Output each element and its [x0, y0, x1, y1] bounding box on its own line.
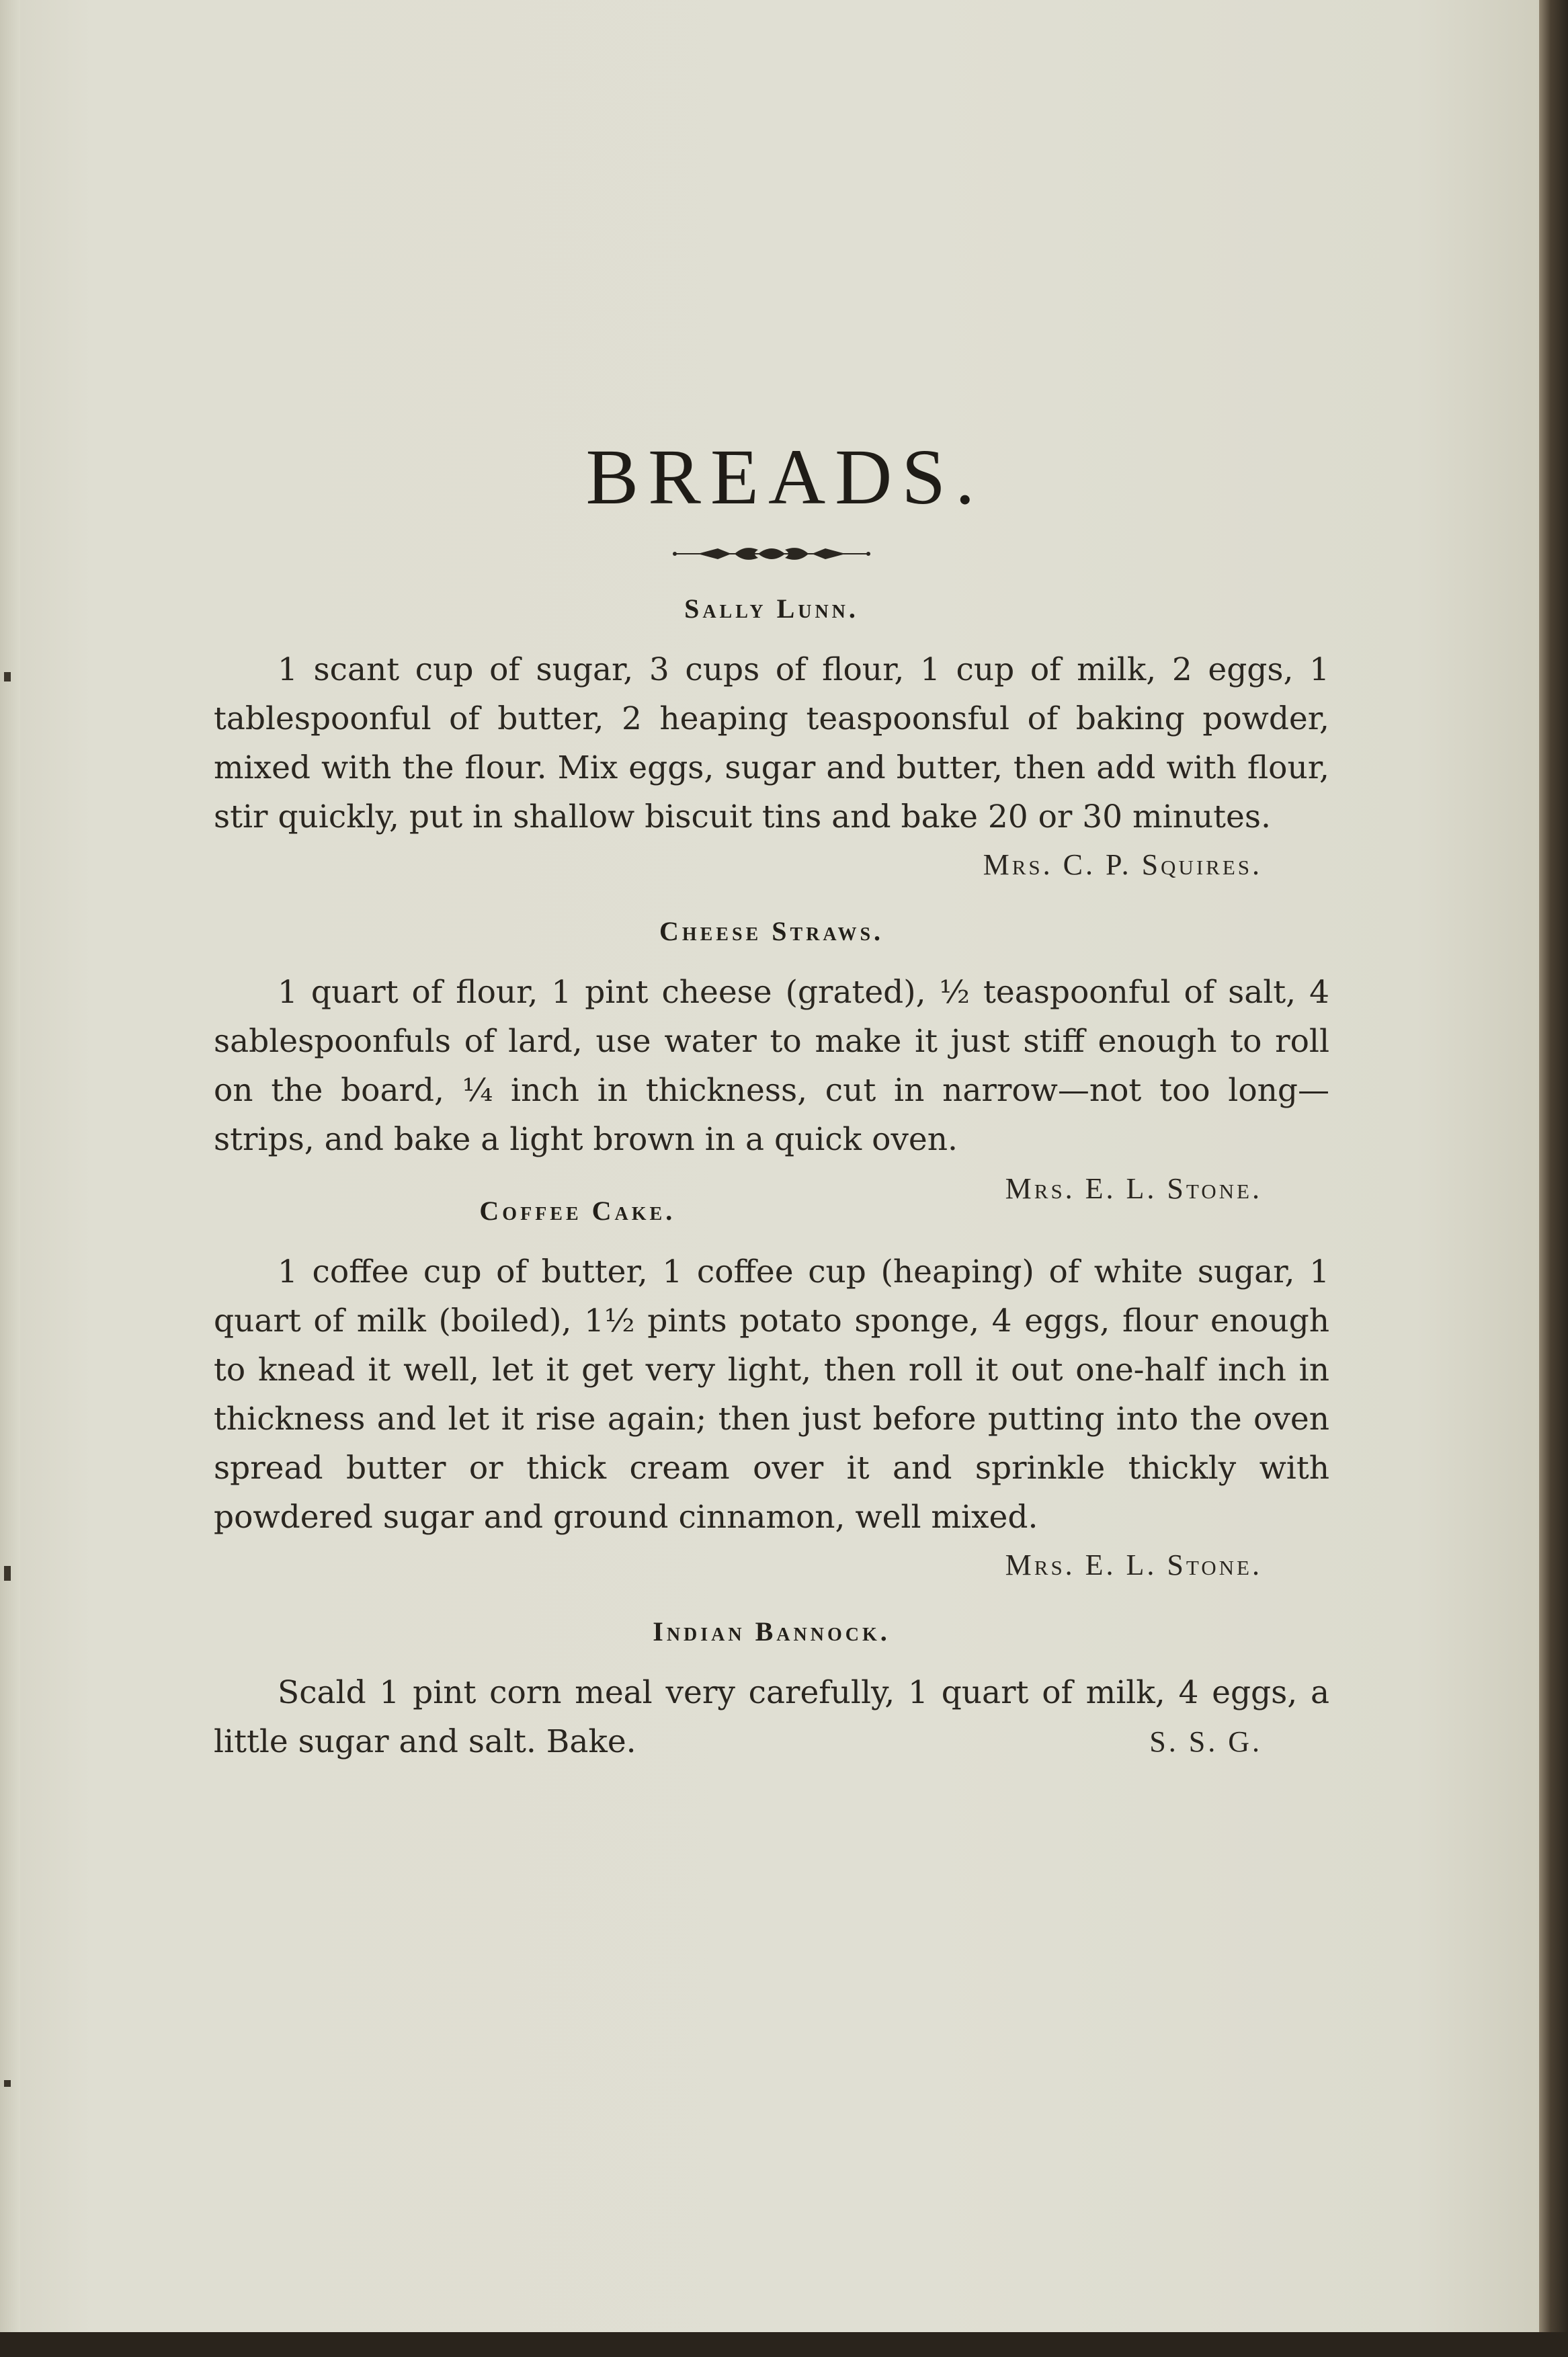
- recipe-title: Cheese Straws.: [659, 916, 884, 946]
- binding-mark: [4, 2080, 11, 2087]
- recipe-body: 1 scant cup of sugar, 3 cups of flour, 1 cup of milk, 2 eggs, 1 tablespoonful of butter, 2 heaping teaspoonsful of baking powder, mixed with the flour. Mix eggs, sugar and butter, then add with flour, stir quickly, put in shallow biscuit tins and bake 20 or 30 minutes.: [214, 651, 1329, 835]
- binding-mark: [4, 1566, 11, 1581]
- ornament-icon: [671, 542, 872, 566]
- recipe-title: Coffee Cake.: [479, 1196, 676, 1226]
- recipe-body-text: Scald 1 pint corn meal very carefully, 1 quart of milk, 4 eggs, a little sugar and salt. Bake.: [214, 1674, 1329, 1760]
- binding-mark: [4, 672, 11, 681]
- recipe-attribution: S. S. G.: [1149, 1725, 1262, 1758]
- recipe-indian-bannock: [214, 1610, 1329, 1766]
- recipe-sally-lunn: [214, 587, 1329, 888]
- page-title: BREADS.: [585, 433, 985, 521]
- recipe-title: Indian Bannock.: [653, 1616, 891, 1647]
- recipe-attribution: Mrs. E. L. Stone.: [1005, 1548, 1262, 1581]
- recipe-attribution: Mrs. C. P. Squires.: [983, 848, 1262, 881]
- book-edge: [1539, 0, 1568, 2357]
- recipe-body: [214, 1668, 1329, 1766]
- recipe-body: 1 coffee cup of butter, 1 coffee cup (heaping) of white sugar, 1 quart of milk (boiled), 1½ pints potato sponge, 4 eggs, flour enough to knead it well, let it get very light, then roll it out one-half inch in thickness and let it rise again; then just before putting into the oven spread butter or thick cream over it and sprinkle thickly with powdered sugar and ground cinnamon, well mixed.: [214, 1253, 1329, 1536]
- recipe-body-text: 1 quart of flour, 1 pint cheese (grated), ½ teaspoonful of salt, 4 sablespoonfuls of lard, use water to make it just stiff enough to roll on the board, ¼ inch in thickness, cut in narrow—not too long—strips, and bake a light brown in a quick oven.: [214, 974, 1329, 1158]
- page-content: [214, 430, 1329, 1766]
- recipe-cheese-straws: [214, 910, 1329, 1205]
- recipe-title: Sally Lunn.: [684, 593, 859, 624]
- recipe-attribution: Mrs. E. L. Stone.: [1005, 1172, 1262, 1205]
- recipe-coffee-cake: [214, 1190, 1329, 1589]
- page-gutter: [0, 0, 20, 2332]
- book-edge: [0, 2332, 1568, 2357]
- recipe-body: [214, 968, 1329, 1205]
